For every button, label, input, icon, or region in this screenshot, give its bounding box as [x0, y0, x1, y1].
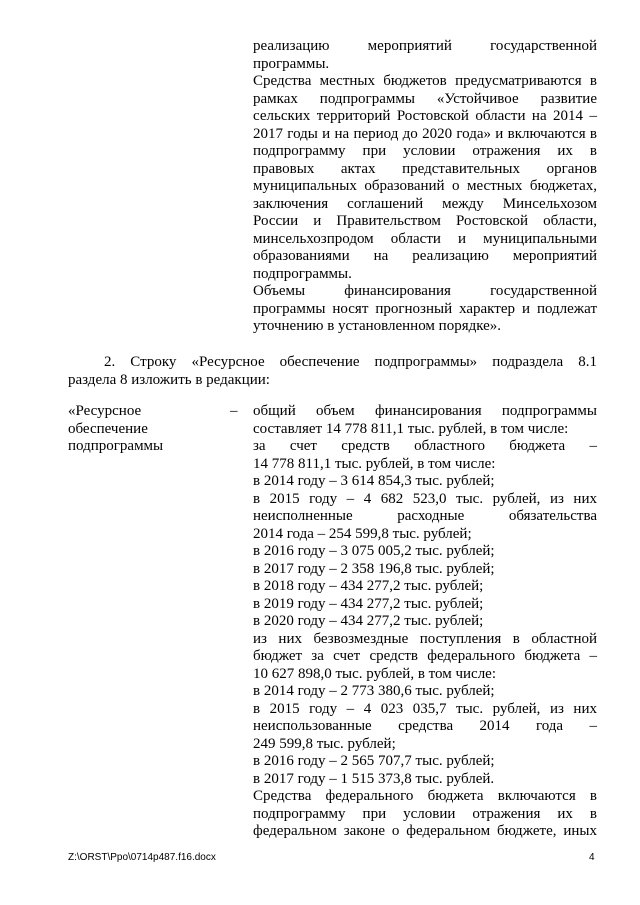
text-line: в 2016 году – 3 075 005,2 тыс. рублей;	[253, 543, 495, 559]
footer-file-path: Z:\ORST\Ppo\0714p487.f16.docx	[68, 852, 216, 863]
text-line: муниципальных образований о местных бюджетах,	[253, 178, 597, 194]
text-line: 14 778 811,1 тыс. рублей, в том числе:	[253, 455, 496, 472]
text-line: уточнению в установленном порядке».	[253, 318, 502, 334]
text-line: 2017 годы и на период до 2020 года» и включаются в	[253, 125, 597, 142]
text-line: сельских территорий Ростовской области на 2014 –	[253, 108, 597, 124]
text-line: Средства федерального бюджета включаются в	[253, 788, 597, 804]
text-line: из них безвозмездные поступления в областной	[253, 630, 597, 647]
text-line: Объемы финансирования государственной	[253, 283, 597, 299]
text-line: неиспользованные средства 2014 года –	[253, 718, 597, 734]
text-line: 10 627 898,0 тыс. рублей, в том числе:	[253, 665, 497, 682]
text-line: образованиями на реализацию мероприятий	[253, 248, 597, 264]
paragraph-2	[68, 354, 597, 389]
text-line: в 2019 году – 434 277,2 тыс. рублей;	[253, 595, 484, 612]
text-line: общий объем финансирования подпрограммы	[253, 403, 597, 419]
text-line: Средства местных бюджетов предусматриваются в	[253, 73, 597, 89]
page-number: 4	[589, 852, 595, 863]
text-line: в 2017 году – 2 358 196,8 тыс. рублей;	[253, 560, 495, 577]
text-line: в 2015 году – 4 023 035,7 тыс. рублей, из них	[253, 700, 597, 717]
text-line: раздела 8 изложить в редакции:	[68, 371, 270, 388]
text-line: подпрограмму при условии отражения их в	[253, 143, 597, 159]
text-line: заключения соглашений между Минсельхозом	[253, 195, 597, 212]
text-line: 249 599,8 тыс. рублей;	[253, 735, 396, 752]
text-line: программы носят прогнозный характер и подлежат	[253, 300, 597, 317]
text-line: рамках подпрограммы «Устойчивое развитие	[253, 90, 597, 107]
text-line: в 2014 году – 2 773 380,6 тыс. рублей;	[253, 683, 495, 699]
text-line: федеральном законе о федеральном бюджете, иных	[253, 823, 597, 839]
text-line: 2. Строку «Ресурсное обеспечение подпрограммы» подраздела 8.1	[104, 354, 597, 370]
text-line: в 2014 году – 3 614 854,3 тыс. рублей;	[253, 473, 495, 489]
text-line: в 2020 году – 434 277,2 тыс. рублей;	[253, 613, 484, 629]
text-line: в 2018 году – 434 277,2 тыс. рублей;	[253, 578, 484, 594]
text-line: подпрограммы.	[253, 265, 352, 282]
text-line: минсельхозпродом области и муниципальными	[253, 230, 597, 247]
text-line: реализацию мероприятий государственной	[253, 38, 597, 54]
top-text-block	[253, 38, 597, 336]
text-line: за счет средств областного бюджета –	[253, 438, 597, 454]
label-line: «Ресурсное	[68, 403, 142, 419]
label-line: подпрограммы	[68, 438, 164, 454]
label-dash: –	[230, 403, 238, 419]
text-line: программы.	[253, 55, 330, 72]
resource-content	[253, 403, 597, 841]
text-line: подпрограмму при условии отражения их в	[253, 805, 597, 822]
text-line: бюджет за счет средств федерального бюджета –	[253, 648, 597, 664]
label-line: обеспечение	[68, 420, 148, 437]
text-line: составляет 14 778 811,1 тыс. рублей, в том числе:	[253, 420, 569, 437]
text-line: правовых актах представительных органов	[253, 160, 597, 177]
text-line: в 2017 году – 1 515 373,8 тыс. рублей.	[253, 770, 495, 787]
text-line: 2014 года – 254 599,8 тыс. рублей;	[253, 525, 472, 542]
text-line: в 2016 году – 2 565 707,7 тыс. рублей;	[253, 753, 495, 769]
text-line: неисполненные расходные обязательства	[253, 508, 597, 524]
text-line: в 2015 году – 4 682 523,0 тыс. рублей, из них	[253, 490, 597, 507]
resource-label	[68, 403, 218, 456]
text-line: России и Правительством Ростовской области,	[253, 213, 597, 229]
